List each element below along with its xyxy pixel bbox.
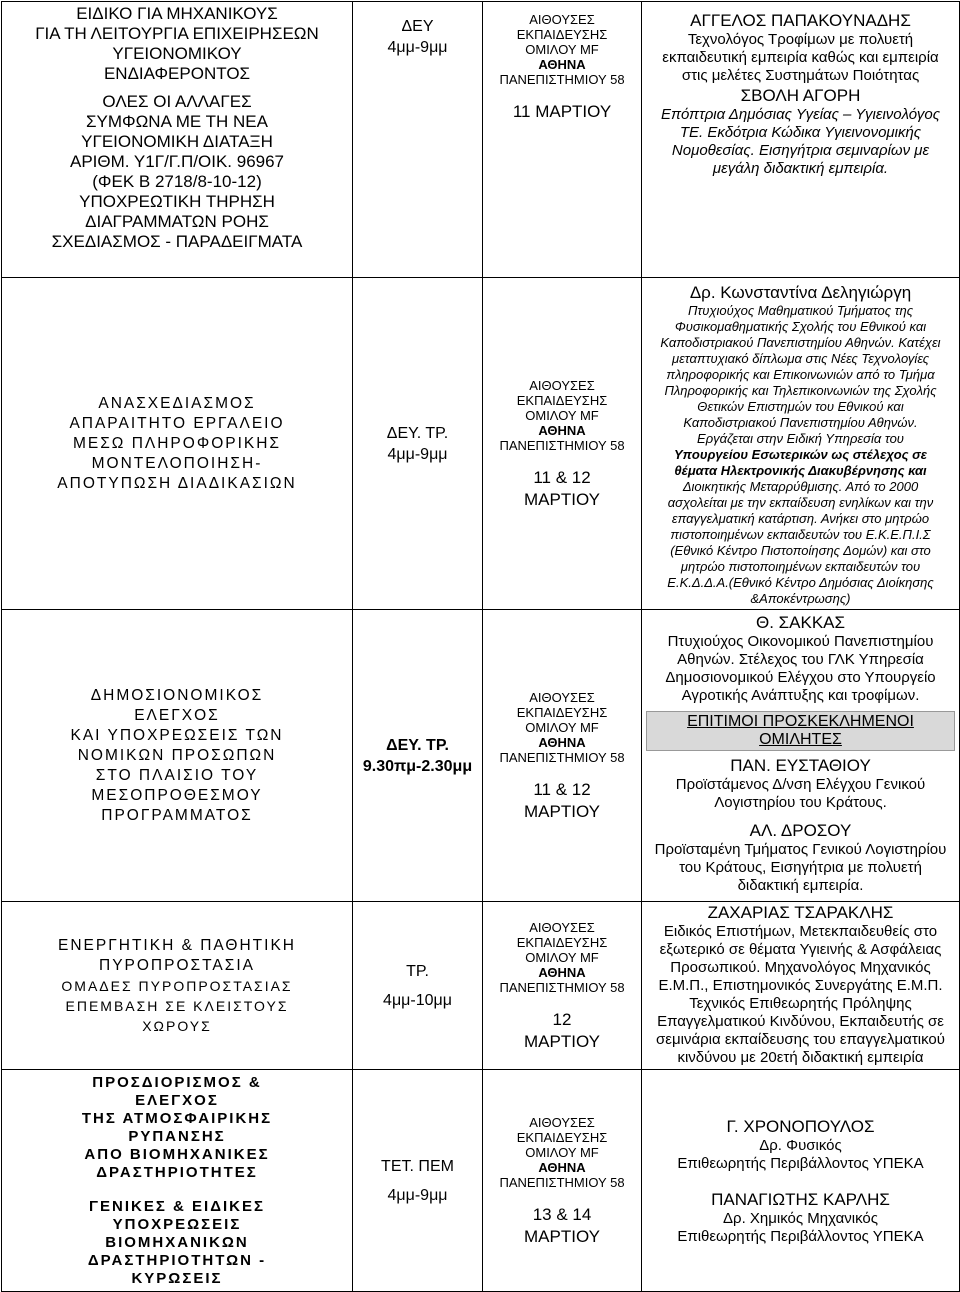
topic-line: ΠΡΟΓΡΑΜΜΑΤΟΣ [101, 806, 253, 824]
topic-line: ΠΥΡΟΠΡΟΣΤΑΣΙΑ [99, 956, 255, 974]
location-city: ΑΘΗΝΑ [538, 964, 586, 980]
date-month: ΜΑΡΤΙΟΥ [524, 489, 600, 509]
topic-line: ΥΓΕΙΟΝΟΜΙΚΟΥ [112, 44, 242, 63]
speaker-desc: Τεχνολόγος Τροφίμων με πολυετή [687, 31, 914, 48]
topic-line: ΒΙΟΜΗΧΑΝΙΚΩΝ [105, 1234, 249, 1251]
topic-line: ΣΧΕΔΙΑΣΜΟΣ - ΠΑΡΑΔΕΙΓΜΑΤΑ [51, 232, 303, 251]
speaker-name: ΑΛ. ΔΡΟΣΟΥ [749, 821, 852, 840]
speaker-name: Γ. ΧΡΟΝΟΠΟΥΛΟΣ [726, 1116, 875, 1136]
speaker-cell [642, 902, 960, 1070]
location-line: ΟΜΙΛΟΥ MF [525, 1144, 599, 1160]
topic-line: ΝΟΜΙΚΩΝ ΠΡΟΣΩΠΩΝ [77, 746, 277, 764]
speaker-desc: Δρ. Φυσικός [759, 1136, 842, 1154]
topic-line: ΚΑΙ ΥΠΟΧΡΕΩΣΕΙΣ ΤΩΝ [70, 726, 284, 744]
topic-text [6, 4, 348, 252]
topic-line: ΡΥΠΑΝΣΗΣ [128, 1128, 226, 1145]
topic-line: ΧΩΡΟΥΣ [142, 1017, 212, 1034]
speaker-desc: Θετικών Επιστημών του Εθνικού και [697, 399, 904, 414]
date-month: ΜΑΡΤΙΟΥ [524, 1031, 600, 1051]
topic-line: ΥΠΟΧΡΕΩΤΙΚΗ ΤΗΡΗΣΗ [79, 192, 275, 211]
speaker-desc: Φυσικομαθηματικής Σχολής του Εθνικού και [674, 319, 927, 334]
speaker-desc: Πτυχιούχος Οικονομικού Πανεπιστημίου [667, 633, 934, 650]
speaker-desc: Επαγγελματικού Κινδύνου, Εκπαιδευτής σε [657, 1013, 944, 1030]
speaker-desc: Προσωπικού. Μηχανολόγος Μηχανικός [670, 959, 931, 976]
topic-line: ΣΤΟ ΠΛΑΙΣΙΟ ΤΟΥ [95, 766, 259, 784]
speaker-name: ΣΒΟΛΗ ΑΓΟΡΗ [740, 86, 861, 105]
speaker-desc: του Κράτους, Εισηγήτρια με πολυετή [679, 859, 922, 876]
speaker-cell [642, 2, 960, 278]
speaker-desc: Πτυχιούχος Μαθηματικού Τμήματος της [687, 303, 914, 318]
topic-cell [2, 278, 353, 610]
speaker-desc: στις μελέτες Συστημάτων Ποιότητας [681, 67, 920, 84]
topic-line: ΕΙΔΙΚΟ ΓΙΑ ΜΗΧΑΝΙΚΟΥΣ [76, 4, 278, 23]
topic-line: ΔΡΑΣΤΗΡΙΟΤΗΤΩΝ - [87, 1252, 267, 1269]
day-label: ΔΕΥ [401, 18, 434, 35]
topic-line: ΑΠΑΡΑΙΤΗΤΟ ΕΡΓΑΛΕΙΟ [69, 414, 285, 432]
speaker-cell [642, 1070, 960, 1292]
location-line: ΕΚΠΑΙΔΕΥΣΗΣ [516, 704, 608, 720]
speaker-desc: Τεχνικός Επιθεωρητής Πρόληψης [689, 995, 912, 1012]
topic-text [6, 686, 348, 826]
speaker-name: Θ. ΣΑΚΚΑΣ [755, 613, 846, 632]
location-cell [483, 610, 642, 902]
speaker-cell [642, 610, 960, 902]
speaker-name: ΠΑΝΑΓΙΩΤΗΣ ΚΑΡΛΗΣ [711, 1189, 890, 1209]
speaker-desc: Δημοσιονομικού Ελέγχου στο Υπουργείο [665, 669, 936, 686]
day-label: ΔΕΥ. ΤΡ. [386, 736, 449, 754]
topic-line: ΕΝΕΡΓΗΤΙΚΗ & ΠΑΘΗΤΙΚΗ [58, 936, 296, 954]
time-label: 9.30πμ-2.30μμ [362, 757, 473, 775]
location-line: ΟΜΙΛΟΥ MF [525, 42, 599, 57]
topic-line: ΓΕΝΙΚΕΣ & ΕΙΔΙΚΕΣ [89, 1198, 265, 1215]
topic-line: ΤΗΣ ΑΤΜΟΣΦΑΙΡΙΚΗΣ [81, 1110, 273, 1127]
speaker-desc: επαγγελματική κατάρτιση. Ανήκει στο μητρώο [671, 511, 930, 526]
topic-line: ΑΠΟΤΥΠΩΣΗ ΔΙΑΔΙΚΑΣΙΩΝ [57, 474, 297, 492]
speaker-desc: διδακτική εμπειρία. [737, 877, 864, 894]
topic-line: ΟΜΑΔΕΣ ΠΥΡΟΠΡΟΣΤΑΣΙΑΣ [61, 977, 293, 994]
time-cell [353, 610, 483, 902]
topic-line: ΜΟΝΤΕΛΟΠΟΙΗΣΗ- [91, 454, 263, 472]
topic-line: ΔΡΑΣΤΗΡΙΟΤΗΤΕΣ [96, 1164, 258, 1181]
location-cell [483, 1070, 642, 1292]
time-label: 4μμ-10μμ [383, 991, 452, 1009]
location-line: ΑΙΘΟΥΣΕΣ [529, 689, 595, 705]
topic-line: ΔΙΑΓΡΑΜΜΑΤΩΝ ΡΟΗΣ [85, 212, 269, 231]
time-label: 4μμ-9μμ [387, 445, 448, 463]
topic-line: ΕΝΔΙΑΦΕΡΟΝΤΟΣ [103, 64, 251, 83]
time-cell [353, 2, 483, 278]
speaker-desc: Καποδιστριακού Πανεπιστημίου Αθηνών. [683, 415, 918, 430]
topic-line: ΔΗΜΟΣΙΟΝΟΜΙΚΟΣ [90, 686, 264, 704]
topic-line: ΓΙΑ ΤΗ ΛΕΙΤΟΥΡΓΙΑ ΕΠΙΧΕΙΡΗΣΕΩΝ [35, 24, 319, 43]
speaker-desc: Προϊσταμένη Τμήματος Γενικού Λογιστηρίου [654, 841, 947, 858]
speaker-desc: σεμινάρια εκπαίδευσης του επαγγελματικού [656, 1031, 945, 1048]
speaker-work: Υπουργείου Εσωτερικών ως στέλεχος σε [673, 447, 928, 462]
topic-text [6, 936, 348, 1036]
location-address: ΠΑΝΕΠΙΣΤΗΜΙΟΥ 58 [499, 749, 625, 765]
speaker-desc: Επιθεωρητής Περιβάλλοντος ΥΠΕΚΑ [677, 1154, 924, 1172]
location-city: ΑΘΗΝΑ [538, 734, 586, 750]
topic-line: ΜΕΣΩ ΠΛΗΡΟΦΟΡΙΚΗΣ [72, 434, 282, 452]
topic-line: ΑΠΟ ΒΙΟΜΗΧΑΝΙΚΕΣ [84, 1146, 270, 1163]
speaker-desc: &Αποκέντρωσης) [750, 591, 851, 606]
speaker-desc: ΤΕ. Εκδότρια Κώδικα Υγιεινονομικής [679, 124, 922, 141]
schedule-row [2, 2, 960, 278]
speaker-desc: Προϊστάμενος Δ/νση Ελέγχου Γενικού [675, 776, 926, 793]
schedule-row [2, 278, 960, 610]
location-city: ΑΘΗΝΑ [538, 57, 586, 72]
location-city: ΑΘΗΝΑ [538, 1159, 586, 1175]
topic-line: ΑΡΙΘΜ. Υ1Γ/Γ.Π/ΟΙΚ. 96967 [69, 152, 285, 171]
speaker-desc: πληροφορικής και Επικοινωνιών από το Τμήμα [666, 367, 935, 382]
topic-line: ΚΥΡΩΣΕΙΣ [131, 1270, 223, 1287]
topic-line: ΟΛΕΣ ΟΙ ΑΛΛΑΓΕΣ [102, 92, 252, 111]
day-label: ΔΕΥ. ΤΡ. [386, 424, 449, 442]
speaker-work: Διοικητικής Μεταρρύθμισης. Από το 2000 [682, 479, 919, 494]
speaker-desc: Πληροφορικής και Τηλεπικοινωνιών της Σχολής [664, 383, 937, 398]
topic-cell [2, 610, 353, 902]
schedule-row [2, 902, 960, 1070]
location-line: ΑΙΘΟΥΣΕΣ [529, 377, 595, 393]
location-address: ΠΑΝΕΠΙΣΤΗΜΙΟΥ 58 [499, 72, 625, 87]
time-label: 4μμ-9μμ [387, 39, 448, 56]
topic-line: ΕΛΕΓΧΟΣ [134, 706, 220, 724]
topic-text [6, 1074, 348, 1288]
speaker-name: ΖΑΧΑΡΙΑΣ ΤΣΑΡΑΚΛΗΣ [707, 903, 894, 922]
topic-line: ΥΓΕΙΟΝΟΜΙΚΗ ΔΙΑΤΑΞΗ [81, 132, 273, 151]
speaker-name: ΑΓΓΕΛΟΣ ΠΑΠΑΚΟΥΝΑΔΗΣ [690, 11, 911, 30]
location-line: ΟΜΙΛΟΥ MF [525, 719, 599, 735]
location-address: ΠΑΝΕΠΙΣΤΗΜΙΟΥ 58 [499, 437, 625, 453]
speaker-desc: ασχολείται με την εκπαίδευση ενηλίκων και την [667, 495, 934, 510]
speaker-desc: Λογιστηρίου του Κράτους. [714, 794, 887, 811]
speaker-desc: πιστοποιημένων εκπαιδευτών του Ε.Κ.Ε.Π.Ι.Σ [670, 527, 931, 542]
topic-cell [2, 1070, 353, 1292]
speaker-desc: εκπαιδευτική εμπειρία καθώς και εμπειρία [662, 49, 939, 66]
day-label: ΤΡ. [406, 962, 429, 980]
topic-text [6, 394, 348, 494]
speaker-desc: Νομοθεσίας. Εισηγήτρια σεμιναρίων με [671, 142, 930, 159]
topic-line: ΕΛΕΓΧΟΣ [135, 1092, 219, 1109]
schedule-row [2, 1070, 960, 1292]
speaker-desc: Ειδικός Επιστήμων, Μετεκπαιδευθείς στο [663, 923, 938, 940]
topic-line: (ΦΕΚ Β 2718/8-10-12) [92, 172, 262, 191]
date-label: 11 & 12 [533, 779, 591, 799]
time-label: 4μμ-9μμ [387, 1186, 448, 1204]
time-cell [353, 1070, 483, 1292]
location-line: ΑΙΘΟΥΣΕΣ [529, 12, 595, 27]
date-month: ΜΑΡΤΙΟΥ [524, 1226, 600, 1246]
date-label: 13 & 14 [532, 1204, 592, 1224]
time-cell [353, 278, 483, 610]
speaker-desc: εξωτερικό σε θέματα Υγιεινής & Ασφάλειας [659, 941, 942, 958]
speaker-desc: Καποδιστριακού Πανεπιστημίου Αθηνών. Κατέχει [660, 335, 941, 350]
seminar-schedule-table [1, 1, 960, 1292]
topic-line: ΥΠΟΧΡΕΩΣΕΙΣ [112, 1216, 242, 1233]
location-line: ΕΚΠΑΙΔΕΥΣΗΣ [516, 392, 608, 408]
topic-line: ΑΝΑΣΧΕΔΙΑΣΜΟΣ [98, 394, 256, 412]
location-city: ΑΘΗΝΑ [538, 422, 586, 438]
speaker-name: Δρ. Κωνσταντίνα Δεληγιώργη [689, 283, 912, 302]
speaker-desc: Ε.Κ.Δ.Δ.Α.(Εθνικό Κέντρο Δημόσιας Διοίκησης [667, 575, 934, 590]
topic-line: ΣΥΜΦΩΝΑ ΜΕ ΤΗ ΝΕΑ [86, 112, 268, 131]
speaker-desc: μεγάλη διδακτική εμπειρία. [712, 160, 889, 177]
location-cell [483, 278, 642, 610]
topic-line: ΠΡΟΣΔΙΟΡΙΣΜΟΣ & [92, 1074, 262, 1091]
speaker-desc: Αθηνών. Στέλεχος του ΓΛΚ Υπηρεσία [677, 651, 924, 668]
speaker-desc: (Εθνικό Κέντρο Πιστοποίησης Δομών) και στο [670, 543, 931, 558]
date-month: ΜΑΡΤΙΟΥ [524, 801, 600, 821]
location-line: ΕΚΠΑΙΔΕΥΣΗΣ [516, 1129, 608, 1145]
speaker-desc: μεταπτυχιακό δίπλωμα στις Νέες Τεχνολογίες [671, 351, 930, 366]
location-cell [483, 2, 642, 278]
speaker-desc: Επόπτρια Δημόσιας Υγείας – Υγιεινολόγος [660, 106, 941, 123]
location-address: ΠΑΝΕΠΙΣΤΗΜΙΟΥ 58 [499, 979, 625, 995]
speaker-desc: κινδύνου με 20ετή διδακτική εμπειρία [677, 1049, 924, 1066]
topic-cell [2, 902, 353, 1070]
date-label: 12 [552, 1009, 572, 1029]
location-line: ΑΙΘΟΥΣΕΣ [529, 1114, 595, 1130]
schedule-row [2, 610, 960, 902]
speaker-work: Εργάζεται στην Ειδική Υπηρεσία του [697, 431, 904, 446]
location-line: ΑΙΘΟΥΣΕΣ [529, 919, 595, 935]
speaker-desc: Ε.Μ.Π., Επιστημονικός Συνεργάτης Ε.Μ.Π. [658, 977, 943, 994]
location-line: ΕΚΠΑΙΔΕΥΣΗΣ [516, 934, 608, 950]
topic-line: ΕΠΕΜΒΑΣΗ ΣΕ ΚΛΕΙΣΤΟΥΣ [65, 997, 289, 1014]
speaker-work: θέματα Ηλεκτρονικής Διακυβέρνησης και [674, 463, 927, 478]
speaker-desc: Επιθεωρητής Περιβάλλοντος ΥΠΕΚΑ [677, 1227, 924, 1245]
time-cell [353, 902, 483, 1070]
topic-line: ΜΕΣΟΠΡΟΘΕΣΜΟΥ [91, 786, 263, 804]
location-line: ΟΜΙΛΟΥ MF [525, 949, 599, 965]
speaker-name: ΠΑΝ. ΕΥΣΤΑΘΙΟΥ [730, 756, 871, 775]
location-address: ΠΑΝΕΠΙΣΤΗΜΙΟΥ 58 [499, 1174, 625, 1190]
day-label: ΤΕΤ. ΠΕΜ [381, 1157, 454, 1175]
speaker-desc: Αγροτικής Ανάπτυξης και τροφίμων. [681, 687, 920, 704]
date-label: 11 ΜΑΡΤΙΟΥ [512, 102, 612, 121]
location-cell [483, 902, 642, 1070]
speaker-desc: Δρ. Χημικός Μηχανικός [723, 1209, 878, 1227]
location-line: ΕΚΠΑΙΔΕΥΣΗΣ [516, 27, 608, 42]
date-label: 11 & 12 [533, 467, 591, 487]
speaker-desc: μητρώο πιστοποιημένων εκπαιδευτών του [680, 559, 921, 574]
location-line: ΟΜΙΛΟΥ MF [525, 407, 599, 423]
invited-speakers-label: ΕΠΙΤΙΜΟΙ ΠΡΟΣΚΕΚΛΗΜΕΝΟΙ ΟΜΙΛΗΤΕΣ [646, 711, 955, 751]
topic-cell [2, 2, 353, 278]
speaker-cell [642, 278, 960, 610]
